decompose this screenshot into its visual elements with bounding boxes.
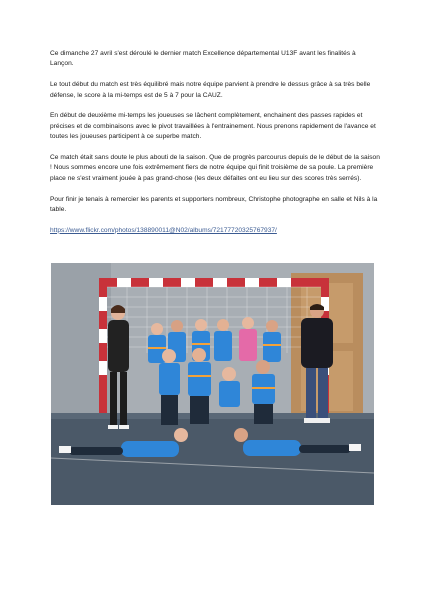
- paragraph-intro: Ce dimanche 27 avril s'est déroulé le dernier match Excellence départemental U13F avant les finalités à Lançon.: [50, 50, 356, 68]
- team-photo: [51, 263, 374, 505]
- paragraph-thanks: Pour finir je tenais à remercier les parents et supporters nombreux, Christophe photographe en salle et Nils à la table.: [50, 195, 378, 214]
- flickr-album-link[interactable]: https://www.flickr.com/photos/138890011@N02/albums/72177720325767937/: [50, 226, 277, 234]
- paragraph-season: Ce match était sans doute le plus abouti de la saison. Que de progrès parcourus depuis de le début de la saison ! Nous sommes encore une fois extrêmement fiers de notre équipe qui finit troisième de sa poule. La première place ne s'est vraiment jouée à pas grand-chose (les deux défaites ont eu lieu sur des scores très serrés).: [50, 154, 380, 182]
- paragraph-second-half: En début de deuxième mi-temps les joueuses se lâchent complètement, enchainent des passes rapides et précises et de combinaisons avec le pivot travaillées à l'entrainement. Nous prenons rapidement de l'avance et toutes les joueuses participent à ce superbe match.: [50, 112, 376, 141]
- team-photo-illustration: [51, 263, 374, 505]
- article-body: [50, 49, 380, 236]
- paragraph-first-half: Le tout début du match est très équilibré mais notre équipe parvient à prendre le dessus grâce à sa très belle défense, le score à la mi-temps est de 5 à 7 pour la CAUZ.: [50, 81, 371, 99]
